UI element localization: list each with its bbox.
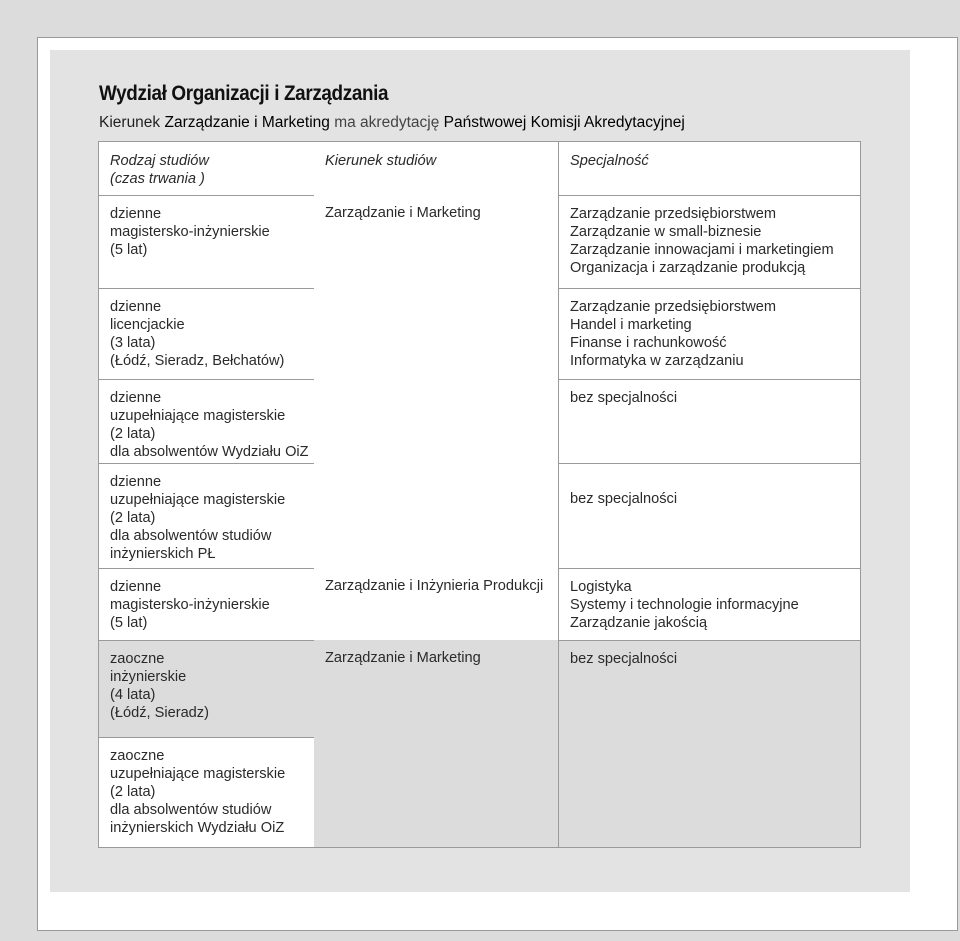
table-row-3-rodzaj: dzienne uzupełniające magisterskie (2 lata) dla absolwentów Wydziału OiZ — [98, 379, 315, 464]
header-rodzaj: Rodzaj studiów (czas trwania ) — [98, 141, 315, 196]
table-row-2-specjalnosc: Zarządzanie przedsiębiorstwem Handel i marketing Finanse i rachunkowość Informatyka w zarządzaniu — [558, 288, 861, 380]
table-row-1-rodzaj: dzienne magistersko-inżynierskie (5 lat) — [98, 195, 315, 289]
table-row-2-rodzaj: dzienne licencjackie (3 lata) (Łódź, Sieradz, Bełchatów) — [98, 288, 315, 380]
table-kierunek-zim: Zarządzanie i Marketing — [314, 195, 559, 569]
table-row-3-specjalnosc: bez specjalności — [558, 379, 861, 464]
table-row-4-rodzaj: dzienne uzupełniające magisterskie (2 lata) dla absolwentów studiów inżynierskich PŁ — [98, 463, 315, 569]
table-row-4-specjalnosc: bez specjalności — [558, 463, 861, 569]
table-row-5-specjalnosc: Logistyka Systemy i technologie informacyjne Zarządzanie jakością — [558, 568, 861, 641]
page-title: Wydział Organizacji i Zarządzania — [99, 82, 389, 105]
table-row-1-specjalnosc: Zarządzanie przedsiębiorstwem Zarządzanie w small-biznesie Zarządzanie innowacjami i marketingiem Organizacja i zarządzanie produkcją — [558, 195, 861, 289]
table-row-7-rodzaj: zaoczne uzupełniające magisterskie (2 lata) dla absolwentów studiów inżynierskich Wydziału OiZ — [98, 737, 315, 848]
accreditation-note: Kierunek Zarządzanie i Marketing ma akredytację Państwowej Komisji Akredytacyjnej — [99, 114, 685, 131]
table-row-6-rodzaj: zaoczne inżynierskie (4 lata) (Łódź, Sieradz) — [98, 640, 315, 738]
header-kierunek: Kierunek studiów — [314, 141, 559, 196]
table-kierunek-zim-zaoczne: Zarządzanie i Marketing — [314, 640, 559, 848]
header-specjalnosc: Specjalność — [558, 141, 861, 196]
table-row-5-rodzaj: dzienne magistersko-inżynierskie (5 lat) — [98, 568, 315, 641]
table-kierunek-zip: Zarządzanie i Inżynieria Produkcji — [314, 568, 559, 641]
table-row-6-specjalnosc: bez specjalności — [558, 640, 861, 848]
studies-table — [98, 141, 861, 848]
